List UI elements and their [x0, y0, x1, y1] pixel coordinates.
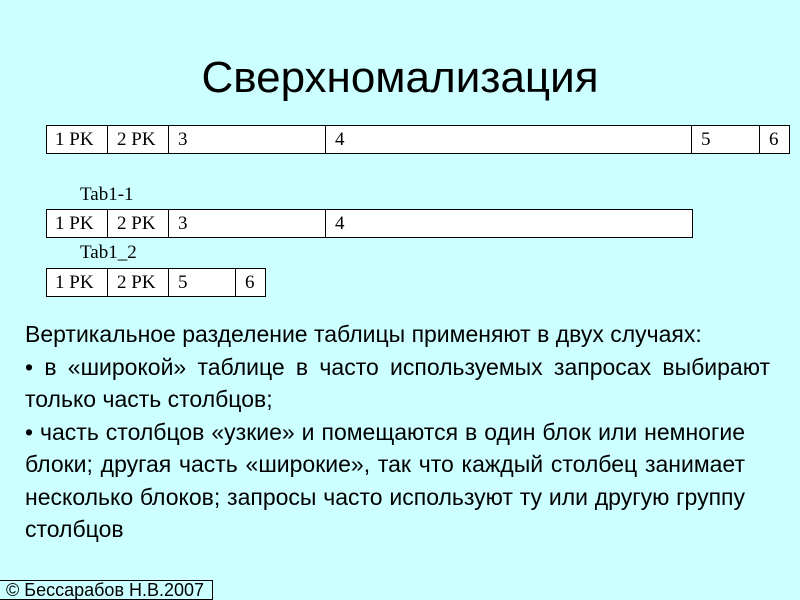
main-table-cell: 3	[169, 126, 326, 153]
tab1-table-cell: 1 PK	[47, 210, 108, 237]
tab2-table-cell: 2 PK	[108, 269, 169, 296]
tab1-label: Tab1-1	[80, 184, 134, 205]
body-text	[25, 318, 770, 546]
copyright-notice: © Бессарабов Н.В.2007	[0, 580, 213, 600]
bullet-point: • в «широкой» таблице в часто используемых запросах выбирают только часть столбцов;	[25, 353, 770, 412]
tab2-table	[46, 268, 266, 297]
tab2-table-cell: 6	[245, 272, 255, 293]
tab2-table-cell: 1 PK	[47, 269, 108, 296]
tab1-table-cell: 2 PK	[108, 210, 169, 237]
tab1-table-cell: 3	[169, 210, 326, 237]
tab2-label: Tab1_2	[80, 242, 137, 263]
bullet-point: • часть столбцов «узкие» и помещаются в один блок или немногие блоки; другая часть «широкие», так что каждый столбец занимает несколько блоков; запросы часто используют ту или другую группу столбцов	[25, 418, 745, 542]
main-table-cell: 4	[326, 126, 692, 153]
main-table-cell: 1 PK	[47, 126, 108, 153]
tab2-table-cell: 5	[169, 269, 236, 296]
intro-paragraph: Вертикальное разделение таблицы применяют в двух случаях:	[25, 321, 702, 347]
main-table-cell: 5	[692, 126, 760, 153]
main-table-cell: 6	[769, 129, 779, 150]
tab1-table-cell: 4	[335, 213, 345, 234]
slide-title: Сверхномализация	[201, 53, 599, 102]
main-table-cell: 2 PK	[108, 126, 169, 153]
main-table	[46, 125, 790, 154]
tab1-table	[46, 209, 693, 238]
